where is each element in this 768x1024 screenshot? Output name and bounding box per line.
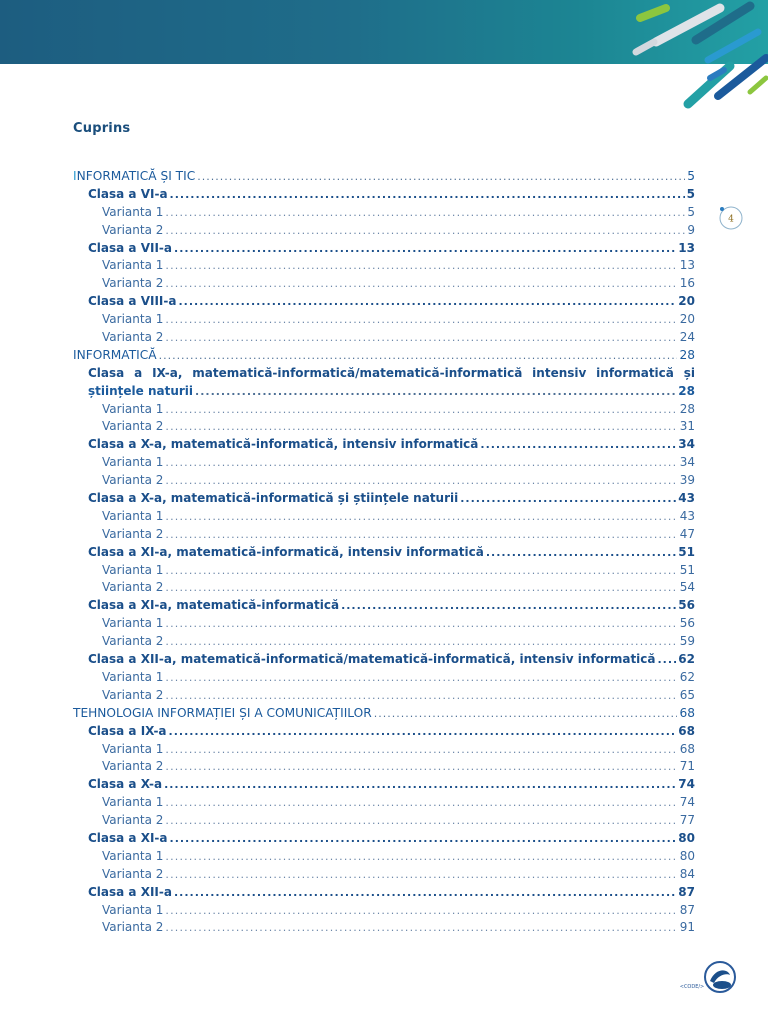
toc-entry-label: Varianta 2 bbox=[102, 222, 164, 237]
dot-leader bbox=[165, 633, 677, 651]
toc-variant-entry[interactable] bbox=[73, 919, 695, 937]
toc-entry-page: 28 bbox=[678, 383, 695, 398]
toc-class-entry[interactable] bbox=[73, 544, 695, 562]
toc-entry-label: Varianta 2 bbox=[102, 920, 164, 935]
toc-entry-page: 9 bbox=[687, 222, 695, 237]
toc-entry-multiline[interactable] bbox=[73, 365, 695, 401]
dot-leader bbox=[165, 454, 677, 472]
toc-entry-label: Varianta 2 bbox=[102, 866, 164, 881]
toc-variant-entry[interactable] bbox=[73, 204, 695, 222]
dot-leader bbox=[165, 204, 685, 222]
toc-entry-page: 39 bbox=[679, 473, 695, 488]
toc-entry-label: Clasa a XII-a, matematică-informatică/matematică-informatică, intensiv informatică bbox=[88, 652, 656, 667]
dot-leader bbox=[165, 311, 677, 329]
toc-entry-page: 47 bbox=[679, 526, 695, 541]
toc-entry-label: TEHNOLOGIA INFORMAȚIEI ȘI A COMUNICAȚIILOR bbox=[73, 705, 372, 720]
dot-leader bbox=[486, 544, 676, 562]
dot-leader bbox=[165, 275, 677, 293]
toc-class-entry[interactable] bbox=[73, 436, 695, 454]
dot-leader bbox=[165, 794, 677, 812]
toc-entry-label-rest: NFORMATICĂ ȘI TIC bbox=[76, 169, 196, 183]
toc-entry-page: 54 bbox=[679, 580, 695, 595]
toc-entry-page: 13 bbox=[679, 258, 695, 273]
toc-entry-page: 13 bbox=[678, 240, 695, 255]
toc-variant-entry[interactable] bbox=[73, 848, 695, 866]
toc-class-entry[interactable] bbox=[73, 723, 695, 741]
dot-leader bbox=[165, 919, 677, 937]
toc-variant-entry[interactable] bbox=[73, 669, 695, 687]
toc-variant-entry[interactable] bbox=[73, 758, 695, 776]
toc-entry-label: Varianta 1 bbox=[102, 508, 164, 523]
toc-entry-label: Clasa a XI-a, matematică-informatică, intensiv informatică bbox=[88, 544, 484, 559]
toc-entry-label: Varianta 1 bbox=[102, 616, 164, 631]
toc-entry-label: Clasa a XII-a bbox=[88, 884, 172, 899]
dot-leader bbox=[165, 526, 677, 544]
toc-entry-label: Varianta 2 bbox=[102, 473, 164, 488]
toc-entry-label: Clasa a VII-a bbox=[88, 240, 173, 255]
toc-variant-entry[interactable] bbox=[73, 687, 695, 705]
dot-leader bbox=[165, 866, 677, 884]
toc-entry-label: Varianta 2 bbox=[102, 580, 164, 595]
toc-entry-label: Varianta 2 bbox=[102, 330, 164, 345]
toc-entry-page: 24 bbox=[679, 330, 695, 345]
dot-leader bbox=[197, 168, 685, 186]
dot-leader bbox=[460, 490, 676, 508]
toc-entry-page: 28 bbox=[679, 401, 695, 416]
toc-entry-page: 43 bbox=[679, 508, 695, 523]
dot-leader bbox=[170, 830, 677, 848]
toc-entry-page: 77 bbox=[679, 813, 695, 828]
dot-leader bbox=[480, 436, 676, 454]
toc-variant-entry[interactable] bbox=[73, 472, 695, 490]
toc-entry-label: Varianta 2 bbox=[102, 687, 164, 702]
toc-entry-label: Clasa a X-a bbox=[88, 777, 163, 792]
toc-entry-page: 91 bbox=[679, 920, 695, 935]
dot-leader bbox=[165, 222, 685, 240]
dot-leader bbox=[165, 812, 677, 830]
dot-leader bbox=[165, 508, 677, 526]
toc-entry-label: Varianta 1 bbox=[102, 401, 164, 416]
dot-leader bbox=[658, 651, 677, 669]
toc-entry-label: Varianta 2 bbox=[102, 813, 164, 828]
dot-leader bbox=[165, 579, 677, 597]
dot-leader bbox=[165, 257, 677, 275]
dot-leader bbox=[170, 186, 685, 204]
toc-class-entry[interactable] bbox=[73, 240, 695, 258]
toc-entry-page: 20 bbox=[678, 294, 695, 309]
toc-entry-label: Clasa a XI-a bbox=[88, 830, 168, 845]
toc-entry-page: 80 bbox=[679, 848, 695, 863]
toc-variant-entry[interactable] bbox=[73, 401, 695, 419]
toc-entry-page: 68 bbox=[679, 741, 695, 756]
toc-entry-label: Clasa a X-a, matematică-informatică, intensiv informatică bbox=[88, 437, 479, 452]
toc-class-entry[interactable] bbox=[73, 490, 695, 508]
dot-leader bbox=[174, 240, 676, 258]
dot-leader bbox=[165, 562, 677, 580]
toc-class-entry[interactable] bbox=[73, 651, 695, 669]
toc-variant-entry[interactable] bbox=[73, 902, 695, 920]
dot-leader bbox=[165, 848, 677, 866]
toc-variant-entry[interactable] bbox=[73, 794, 695, 812]
page-number: 4 bbox=[728, 214, 734, 225]
dot-leader bbox=[165, 329, 677, 347]
toc-entry-label: Varianta 1 bbox=[102, 455, 164, 470]
toc-entry-page: 34 bbox=[678, 437, 695, 452]
toc-variant-entry[interactable] bbox=[73, 615, 695, 633]
dot-leader bbox=[174, 884, 676, 902]
toc-entry-page: 87 bbox=[678, 884, 695, 899]
toc-entry-page: 68 bbox=[678, 723, 695, 738]
toc-section[interactable] bbox=[73, 705, 695, 723]
toc-entry-label: Varianta 1 bbox=[102, 795, 164, 810]
toc-variant-entry[interactable] bbox=[73, 562, 695, 580]
logo-text: <CODE/> bbox=[679, 984, 705, 990]
toc-entry-label: Varianta 1 bbox=[102, 312, 164, 327]
toc-entry-label: Varianta 1 bbox=[102, 741, 164, 756]
toc-variant-entry[interactable] bbox=[73, 418, 695, 436]
toc-entry-label: Clasa a XI-a, matematică-informatică bbox=[88, 598, 340, 613]
dot-leader bbox=[195, 383, 676, 401]
dot-leader bbox=[159, 347, 678, 365]
toc-entry-label: Clasa a X-a, matematică-informatică și științele naturii bbox=[88, 491, 459, 506]
toc-variant-entry[interactable] bbox=[73, 275, 695, 293]
dot-leader bbox=[165, 741, 677, 759]
toc-entry-label: Clasa a VIII-a bbox=[88, 294, 177, 309]
toc-entry-label: Varianta 1 bbox=[102, 562, 164, 577]
toc-entry-page: 74 bbox=[678, 777, 695, 792]
dot-leader bbox=[341, 597, 676, 615]
toc-entry-page: 5 bbox=[687, 204, 695, 219]
toc-entry-label: Varianta 1 bbox=[102, 848, 164, 863]
dot-leader bbox=[164, 776, 676, 794]
toc-entry-label: Clasa a VI-a bbox=[88, 186, 168, 201]
toc-entry-label: Varianta 1 bbox=[102, 258, 164, 273]
decorative-stripes bbox=[600, 0, 768, 120]
toc-entry-label: Varianta 2 bbox=[102, 276, 164, 291]
toc-variant-entry[interactable] bbox=[73, 454, 695, 472]
toc-entry-page: 51 bbox=[679, 562, 695, 577]
dot-leader bbox=[169, 723, 677, 741]
toc-variant-entry[interactable] bbox=[73, 311, 695, 329]
toc-section[interactable] bbox=[73, 168, 695, 186]
page-title: Cuprins bbox=[73, 121, 131, 136]
toc-entry-page: 51 bbox=[678, 544, 695, 559]
dot-leader bbox=[165, 418, 677, 436]
dot-leader bbox=[165, 615, 677, 633]
toc-class-entry[interactable] bbox=[73, 597, 695, 615]
toc-variant-entry[interactable] bbox=[73, 222, 695, 240]
toc-class-entry[interactable] bbox=[73, 293, 695, 311]
toc-variant-entry[interactable] bbox=[73, 866, 695, 884]
toc-entry-page: 62 bbox=[679, 669, 695, 684]
toc-variant-entry[interactable] bbox=[73, 633, 695, 651]
toc-class-entry[interactable] bbox=[73, 884, 695, 902]
toc-entry-page: 56 bbox=[679, 616, 695, 631]
toc-entry-page: 74 bbox=[679, 795, 695, 810]
dot-leader bbox=[165, 669, 677, 687]
dot-leader bbox=[374, 705, 678, 723]
toc-section[interactable] bbox=[73, 347, 695, 365]
dot-leader bbox=[178, 293, 676, 311]
dot-leader bbox=[165, 758, 677, 776]
toc-entry-line2 bbox=[88, 383, 695, 401]
toc-entry-page: 28 bbox=[679, 347, 695, 362]
toc-entry-page: 20 bbox=[679, 312, 695, 327]
toc-entry-page: 56 bbox=[678, 598, 695, 613]
toc-entry-page: 84 bbox=[679, 866, 695, 881]
toc-entry-label: Varianta 1 bbox=[102, 669, 164, 684]
toc-entry-label: Clasa a IX-a bbox=[88, 723, 167, 738]
toc-entry-page: 71 bbox=[679, 759, 695, 774]
toc-entry-page: 16 bbox=[679, 276, 695, 291]
toc-variant-entry[interactable] bbox=[73, 526, 695, 544]
toc-entry-page: 34 bbox=[679, 455, 695, 470]
dot-leader bbox=[165, 472, 677, 490]
toc-entry-label: INFORMATICĂ bbox=[73, 347, 157, 362]
toc-entry-label: Varianta 2 bbox=[102, 759, 164, 774]
toc-entry-page: 80 bbox=[678, 830, 695, 845]
toc-entry-page: 59 bbox=[679, 634, 695, 649]
toc-entry-page: 62 bbox=[678, 652, 695, 667]
toc-entry-label-line1: Clasa a IX-a, matematică-informatică/matematică-informatică intensiv informatică și bbox=[88, 365, 695, 380]
toc-variant-entry[interactable] bbox=[73, 741, 695, 759]
dot-leader bbox=[165, 687, 677, 705]
table-of-contents bbox=[73, 168, 695, 937]
toc-entry-label: Varianta 1 bbox=[102, 204, 164, 219]
dot-leader bbox=[165, 902, 677, 920]
toc-class-entry[interactable] bbox=[73, 776, 695, 794]
toc-variant-entry[interactable] bbox=[73, 257, 695, 275]
toc-variant-entry[interactable] bbox=[73, 812, 695, 830]
toc-variant-entry[interactable] bbox=[73, 508, 695, 526]
toc-entry-page: 5 bbox=[687, 169, 695, 183]
toc-entry-page: 5 bbox=[686, 186, 695, 201]
toc-entry-page: 87 bbox=[679, 902, 695, 917]
toc-class-entry[interactable] bbox=[73, 830, 695, 848]
toc-entry-page: 68 bbox=[679, 705, 695, 720]
toc-entry-initial: I bbox=[73, 169, 77, 183]
toc-variant-entry[interactable] bbox=[73, 579, 695, 597]
toc-entry-label bbox=[73, 168, 195, 186]
toc-entry-page: 31 bbox=[679, 419, 695, 434]
toc-entry-label: științele naturii bbox=[88, 383, 194, 398]
toc-entry-page: 65 bbox=[679, 687, 695, 702]
toc-class-entry[interactable] bbox=[73, 186, 695, 204]
dot-leader bbox=[165, 401, 677, 419]
toc-entry-label: Varianta 2 bbox=[102, 526, 164, 541]
code-logo bbox=[678, 955, 740, 1001]
toc-entry-page: 43 bbox=[678, 491, 695, 506]
toc-entry-label: Varianta 2 bbox=[102, 634, 164, 649]
toc-variant-entry[interactable] bbox=[73, 329, 695, 347]
page-number-badge bbox=[719, 206, 743, 230]
toc-entry-label: Varianta 2 bbox=[102, 419, 164, 434]
toc-entry-label: Varianta 1 bbox=[102, 902, 164, 917]
